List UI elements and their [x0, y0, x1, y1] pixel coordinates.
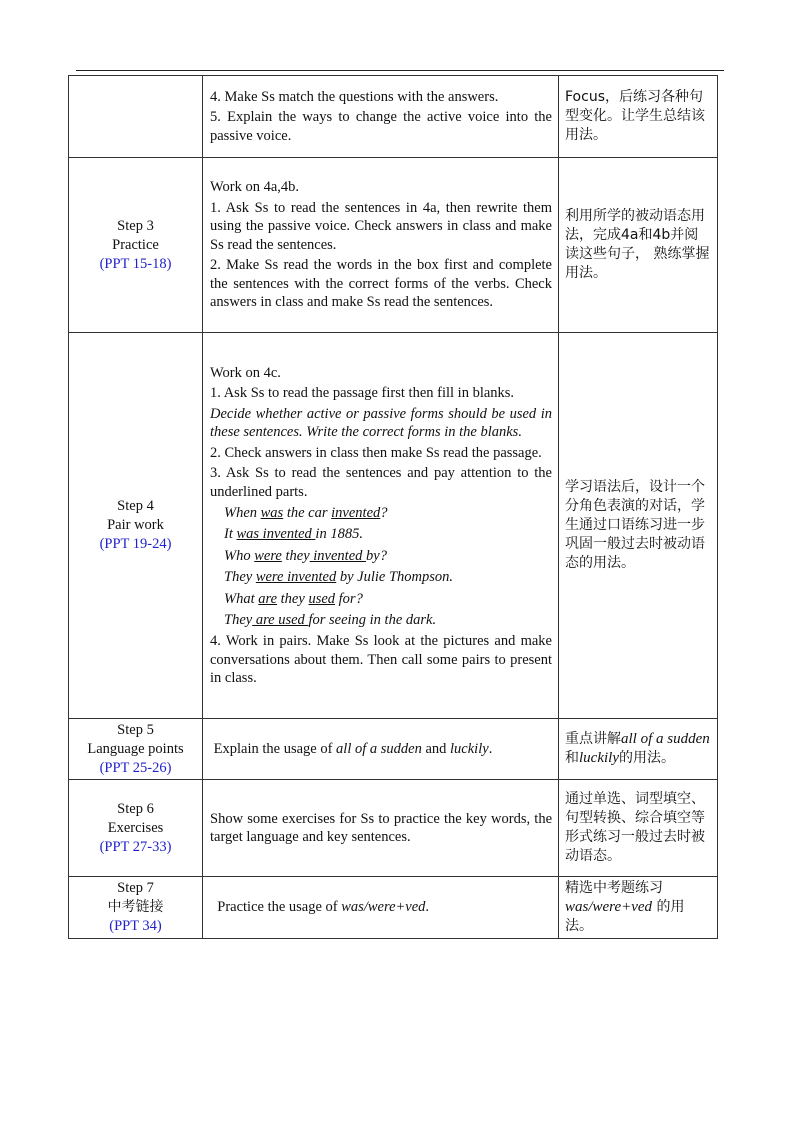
step-cell — [69, 76, 203, 158]
note-text: 利用所学的被动语态用法，完成4a和4b并阅读这些句子， 熟练掌握用法。 — [565, 208, 710, 281]
table-row — [69, 76, 718, 158]
procedure-instruction: Decide whether active or passive forms should be used in these sentences. Write the correct forms in the blanks. — [210, 405, 552, 440]
example-sentence: It was invented in 1885. — [224, 526, 363, 542]
step-cell — [69, 158, 203, 333]
procedure-cell — [203, 333, 559, 719]
example-sentence: They were invented by Julie Thompson. — [224, 569, 453, 585]
step-name: Pair work — [107, 517, 164, 533]
procedure-item: 1. Ask Ss to read the sentences in 4a, then rewrite them using the passive voice. Check answers in class and make Ss read the sentences. — [210, 199, 552, 253]
note-cell: 精选中考题练习 was/were+ved 的用法。 — [559, 877, 718, 939]
step-number: Step 3 — [117, 217, 154, 234]
ppt-range: (PPT 34) — [109, 918, 162, 934]
ppt-range: (PPT 15-18) — [99, 255, 172, 272]
note-cell — [559, 780, 718, 877]
note-text: 通过单选、词型填空、句型转换、综合填空等形式练习一般过去时被动语态。 — [565, 791, 705, 864]
procedure-item: 5. Explain the ways to change the active voice into the passive voice. — [210, 109, 552, 144]
procedure-item: Show some exercises for Ss to practice the key words, the target language and key sentences. — [210, 810, 552, 845]
procedure-cell — [203, 719, 559, 780]
procedure-cell — [203, 877, 559, 939]
note-cell — [559, 333, 718, 719]
ppt-range: (PPT 27-33) — [99, 838, 172, 855]
procedure-item: 4. Work in pairs. Make Ss look at the pictures and make conversations about them. Then call some pairs to present in class. — [210, 633, 552, 686]
step-name: Language points — [87, 740, 184, 757]
note-text: Focus，后练习各种句型变化。让学生总结该用法。 — [565, 89, 705, 143]
top-rule — [76, 70, 724, 71]
step-name: 中考链接 — [107, 899, 164, 915]
ppt-range: (PPT 25-26) — [99, 759, 172, 776]
example-sentence: They are used for seeing in the dark. — [224, 612, 437, 628]
note-cell — [559, 76, 718, 158]
step-number: Step 4 — [117, 498, 154, 514]
procedure-cell — [203, 76, 559, 158]
note-cell: 重点讲解all of a sudden和luckily的用法。 — [559, 719, 718, 780]
procedure-item: Practice the usage of was/were+ved. — [217, 899, 430, 916]
procedure-item: 1. Ask Ss to read the passage first then fill in blanks. — [210, 385, 515, 401]
procedure-item: Explain the usage of all of a sudden and luckily. — [213, 740, 493, 757]
example-sentence: What are they used for? — [224, 590, 363, 607]
step-cell — [69, 333, 203, 719]
ppt-range: (PPT 19-24) — [99, 536, 172, 552]
step-number: Step 7 — [117, 880, 154, 896]
procedure-cell — [203, 780, 559, 877]
step-name: Exercises — [107, 819, 164, 836]
step-cell — [69, 719, 203, 780]
procedure-item: 2. Make Ss read the words in the box first and complete the sentences with the correct forms of the verbs. Check answers in class and make Ss read the sentences. — [210, 257, 552, 311]
table-row — [69, 780, 718, 877]
table-row — [69, 719, 718, 780]
table-row — [69, 158, 718, 333]
step-number: Step 5 — [117, 721, 154, 738]
table-row — [69, 333, 718, 719]
step-name: Practice — [112, 236, 159, 253]
note-text: 学习语法后，设计一个分角色表演的对话，学生通过口语练习进一步巩固一般过去时被动语态的用法。 — [565, 479, 705, 571]
procedure-item: 4. Make Ss match the questions with the answers. — [210, 88, 499, 105]
step-number: Step 6 — [117, 800, 154, 817]
procedure-item: 2. Check answers in class then make Ss read the passage. — [210, 444, 542, 461]
example-sentence: When was the car invented? — [224, 504, 388, 521]
procedure-item: Work on 4c. — [210, 364, 281, 381]
step-cell — [69, 780, 203, 877]
example-sentence: Who were they invented by? — [224, 547, 387, 564]
table-row — [69, 877, 718, 939]
procedure-item: Work on 4a,4b. — [210, 179, 300, 196]
procedure-cell — [203, 158, 559, 333]
lesson-plan-table — [68, 75, 718, 939]
procedure-item: 3. Ask Ss to read the sentences and pay attention to the underlined parts. — [210, 465, 552, 500]
note-cell — [559, 158, 718, 333]
step-cell — [69, 877, 203, 939]
